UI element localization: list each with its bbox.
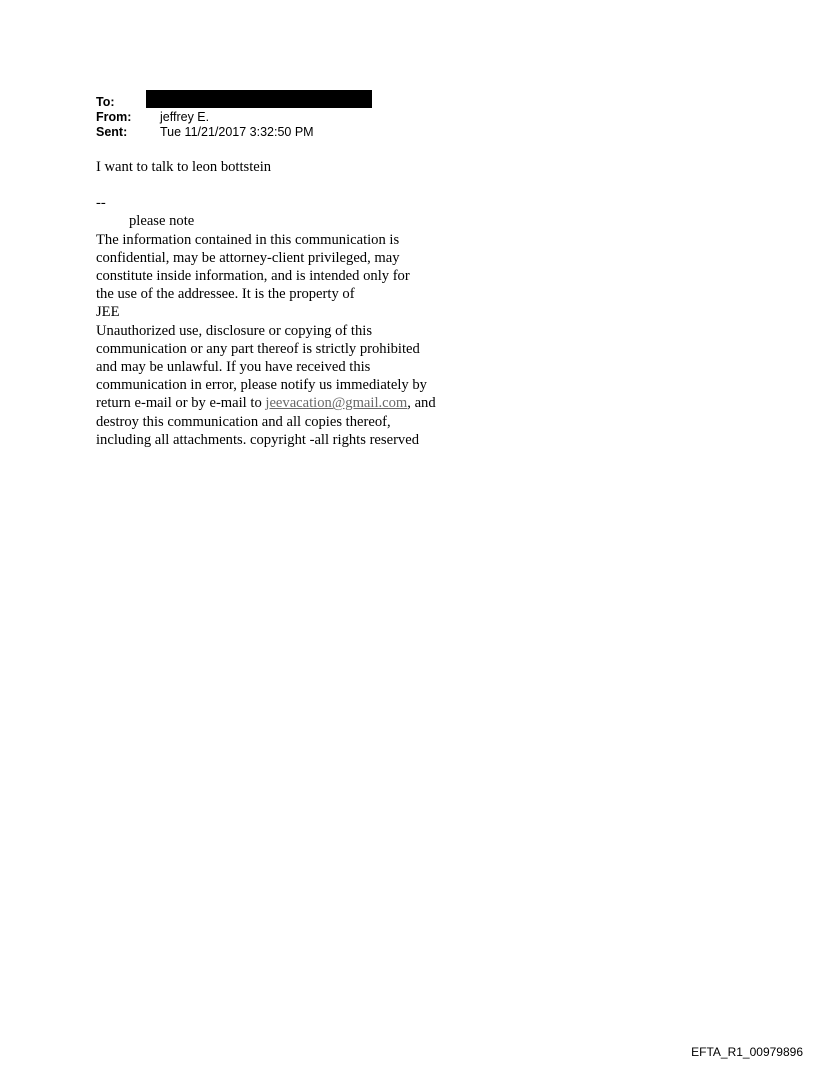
return-line-suffix: , and (407, 395, 436, 412)
document-id: EFTA_R1_00979896 (691, 1045, 803, 1059)
email-header (96, 95, 372, 140)
notice-line: The information contained in this communication is (96, 231, 400, 248)
return-line (96, 394, 476, 412)
notice-heading: please note (129, 213, 195, 230)
notice-line: communication or any part thereof is strictly prohibited (96, 340, 420, 357)
sent-row (96, 125, 372, 140)
closing-line: destroy this communication and all copies thereof, (96, 413, 391, 430)
notice-line: Unauthorized use, disclosure or copying of this (96, 322, 373, 339)
from-label: From: (96, 110, 132, 124)
from-value: jeffrey E. (160, 110, 210, 124)
notice-line: the use of the addressee. It is the property of (96, 286, 355, 303)
notice-line: confidential, may be attorney-client privileged, may (96, 249, 400, 266)
return-line-prefix: return e-mail or by e-mail to (96, 395, 266, 412)
sent-value: Tue 11/21/2017 3:32:50 PM (160, 125, 314, 139)
notice-line: JEE (96, 304, 120, 321)
email-link[interactable]: jeevacation@gmail.com (265, 395, 408, 412)
from-row (96, 110, 372, 125)
notice-line: constitute inside information, and is intended only for (96, 268, 410, 285)
signature-separator: -- (96, 195, 106, 212)
redaction-box (146, 90, 372, 108)
notice-line: and may be unlawful. If you have received this (96, 359, 371, 376)
message-text: I want to talk to leon bottstein (96, 159, 272, 175)
to-row (96, 95, 372, 110)
notice-line: communication in error, please notify us immediately by (96, 377, 427, 394)
email-body (96, 158, 476, 449)
to-label: To: (96, 95, 115, 109)
closing-line: including all attachments. copyright -all rights reserved (96, 431, 419, 448)
sent-label: Sent: (96, 125, 128, 139)
